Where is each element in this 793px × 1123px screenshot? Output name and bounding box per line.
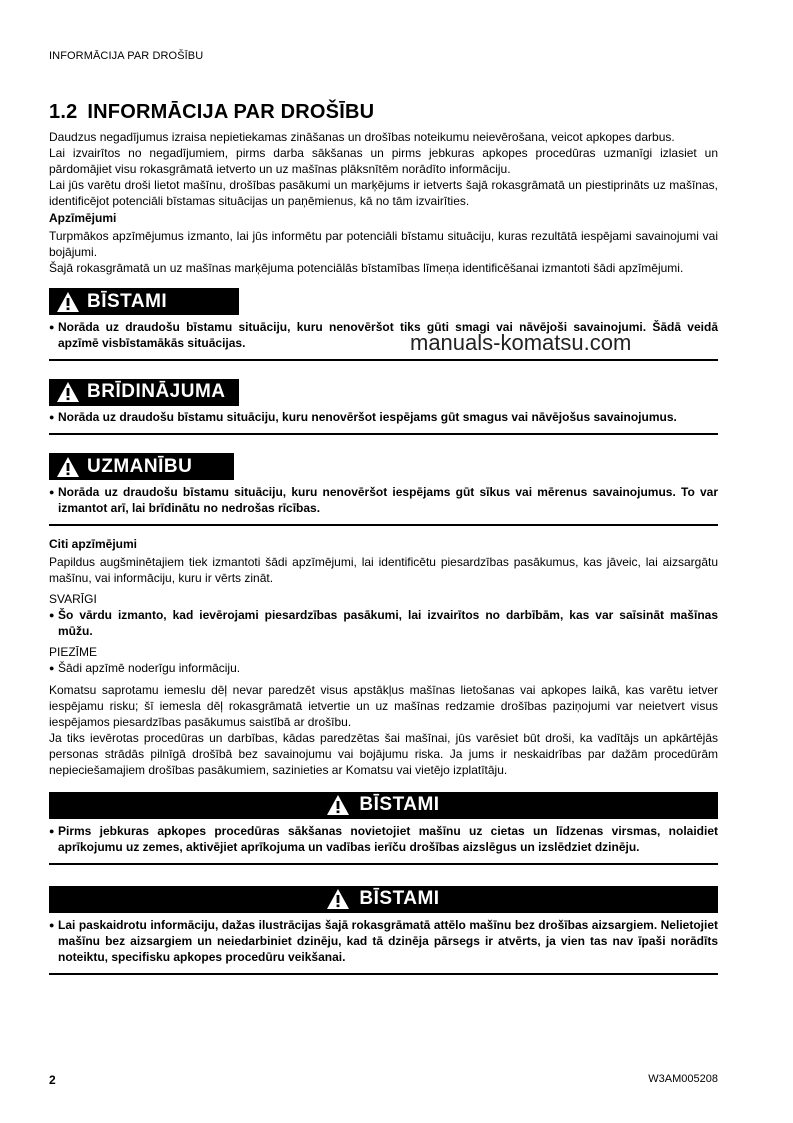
signal-label: UZMANĪBU: [87, 455, 193, 477]
warning-triangle-icon: [57, 457, 79, 477]
bullet-icon: ●: [49, 321, 55, 332]
danger-label-tag: [49, 288, 239, 315]
bullet-icon: ●: [49, 412, 55, 422]
divider: [49, 433, 718, 435]
list-item: ● Norāda uz draudošu bīstamu situāciju, kuru nenovēršot iespējams gūt smagus vai nāvējošus savainojumus.: [49, 410, 677, 424]
caution-label-tag: [49, 453, 234, 480]
closing-paragraph: Ja tiks ievērotas procedūras un darbības, kādas paredzētas šai mašīnai, jūs varēsiet būt droši, ka vadītājs un apkārtējās personas strādās pilnīgā drošībā bez savainojumu vai bojājumu riska. Ja jums ir neskaidrības par dažām procedūrām nepieciešamajiem drošības pasākumiem, sazinieties ar Komatsu vai vietējo izplatītāju.: [49, 730, 718, 777]
other-symbols-paragraph: Papildus augšminētajiem tiek izmantoti šādi apzīmējumi, lai identificētu piesardzības pasākumus, kas jāveic, lai aizsargātu mašīnu, vai informāciju, kuru ir vērts zināt.: [49, 554, 718, 585]
divider: [49, 524, 718, 526]
signal-label: BĪSTAMI: [359, 794, 440, 815]
signal-label: BĪSTAMI: [359, 888, 440, 909]
list-item: ● Norāda uz draudošu bīstamu situāciju, kuru nenovēršot tiks gūti smagi vai nāvējoši savainojumi. Šādā veidā apzīmē visbīstamākās situācijas.: [49, 319, 718, 350]
divider: [49, 359, 718, 361]
list-item: ● Lai paskaidrotu informāciju, dažas ilustrācijas šajā rokasgrāmatā attēlo mašīnu bez drošības aizsargiem. Nelietojiet mašīnu bez aizsargiem un neiedarbiniet dzinēju, kad tā dzinēja pārsegs ir atvērts, ja vien tas nav īpaši norādīts noteiktu, specifisku apkopes procedūru veikšanai.: [49, 917, 718, 964]
intro-paragraph: Lai izvairītos no negadījumiem, pirms darba sākšanas un pirms jebkuras apkopes procedūras uzmanīgi izlasiet un pārdomājiet visu rokasgrāmatā ietverto un uz mašīnas plāksnītēm norādīto informāciju.: [49, 146, 718, 176]
bullet-icon: ●: [49, 825, 55, 836]
symbols-heading: Apzīmējumi: [49, 211, 117, 225]
page-content: [49, 100, 718, 975]
divider: [49, 973, 718, 975]
bullet-icon: ●: [49, 662, 55, 673]
signal-word-caution: [49, 453, 718, 526]
watermark: manuals-komatsu.com: [410, 330, 632, 355]
section-title-text: INFORMĀCIJA PAR DROŠĪBU: [87, 101, 375, 123]
list-item: ● Norāda uz draudošu bīstamu situāciju, kuru nenovēršot iespējams gūt sīkus vai mērenus savainojumus. To var izmantot arī, lai brīdinātu no nedrošas rīcības.: [49, 484, 718, 515]
list-item: ● Šo vārdu izmanto, kad ievērojami piesardzības pasākumi, lai izvairītos no darbībām, kas var saīsināt mašīnas mūžu.: [49, 607, 718, 638]
danger-notice: [49, 886, 718, 975]
danger-banner: [49, 886, 718, 913]
bullet-icon: ●: [49, 919, 55, 930]
note-label: PIEZĪME: [49, 644, 98, 659]
bullet-icon: ●: [49, 609, 55, 620]
warning-label-tag: [49, 379, 239, 406]
important-label: SVARĪGI: [49, 591, 97, 606]
list-item: ● Šādi apzīmē noderīgu informāciju.: [49, 660, 241, 675]
warning-triangle-icon: [327, 889, 349, 909]
closing-paragraph: Komatsu saprotamu iemeslu dēļ nevar paredzēt visus apstākļus mašīnas lietošanas vai apkopes laikā, kas varētu ietver iespējamu risku; šī iemesla dēļ rokasgrāmatā ietvertie un uz mašīnas redzamie drošības paziņojumi var neietvert visus iespējamos piesardzības pasākumus saistībā ar drošību.: [49, 682, 718, 729]
intro-paragraph: Lai jūs varētu droši lietot mašīnu, drošības pasākumi un marķējums ir ietverts šajā rokasgrāmatā un piestiprināts uz mašīnas, identificējot potenciāli bīstamas situācijas un paņēmienus, kā no tām izvairīties.: [49, 178, 718, 208]
warning-triangle-icon: [327, 795, 349, 815]
divider: [49, 863, 718, 865]
intro-paragraph: Daudzus negadījumus izraisa nepietiekamas zināšanas un drošības noteikumu neievērošana, veicot apkopes darbus.: [49, 130, 675, 144]
signal-label: BRĪDINĀJUMA: [87, 381, 226, 402]
section-number: 1.2: [49, 101, 78, 123]
warning-triangle-icon: [57, 292, 79, 312]
list-item: ● Pirms jebkuras apkopes procedūras sākšanas novietojiet mašīnu uz cietas un līdzenas virsmas, nolaidiet aprīkojumu uz zemes, aktivējiet aprīkojuma un vadības ierīču drošības aizslēgus un izslēdziet dzinēju.: [49, 823, 718, 854]
symbols-paragraph: Šajā rokasgrāmatā un uz mašīnas marķējuma potenciālās bīstamības līmeņa identificēšanai izmantoti šādi apzīmējumi.: [49, 261, 684, 275]
document-code: W3AM005208: [648, 1073, 718, 1085]
signal-word-warning: [49, 379, 718, 436]
bullet-icon: ●: [49, 486, 55, 497]
danger-banner: [49, 792, 718, 819]
running-head: INFORMĀCIJA PAR DROŠĪBU: [49, 50, 204, 62]
warning-triangle-icon: [57, 382, 79, 402]
symbols-paragraph: Turpmākos apzīmējumus izmanto, lai jūs informētu par potenciāli bīstamu situāciju, kuras rezultātā iespējami savainojumi vai bojājumi.: [49, 229, 718, 259]
other-symbols-heading: Citi apzīmējumi: [49, 536, 138, 551]
danger-notice: [49, 792, 718, 865]
signal-label: BĪSTAMI: [87, 290, 168, 312]
section-title: [49, 100, 718, 124]
page-number: 2: [49, 1073, 56, 1087]
